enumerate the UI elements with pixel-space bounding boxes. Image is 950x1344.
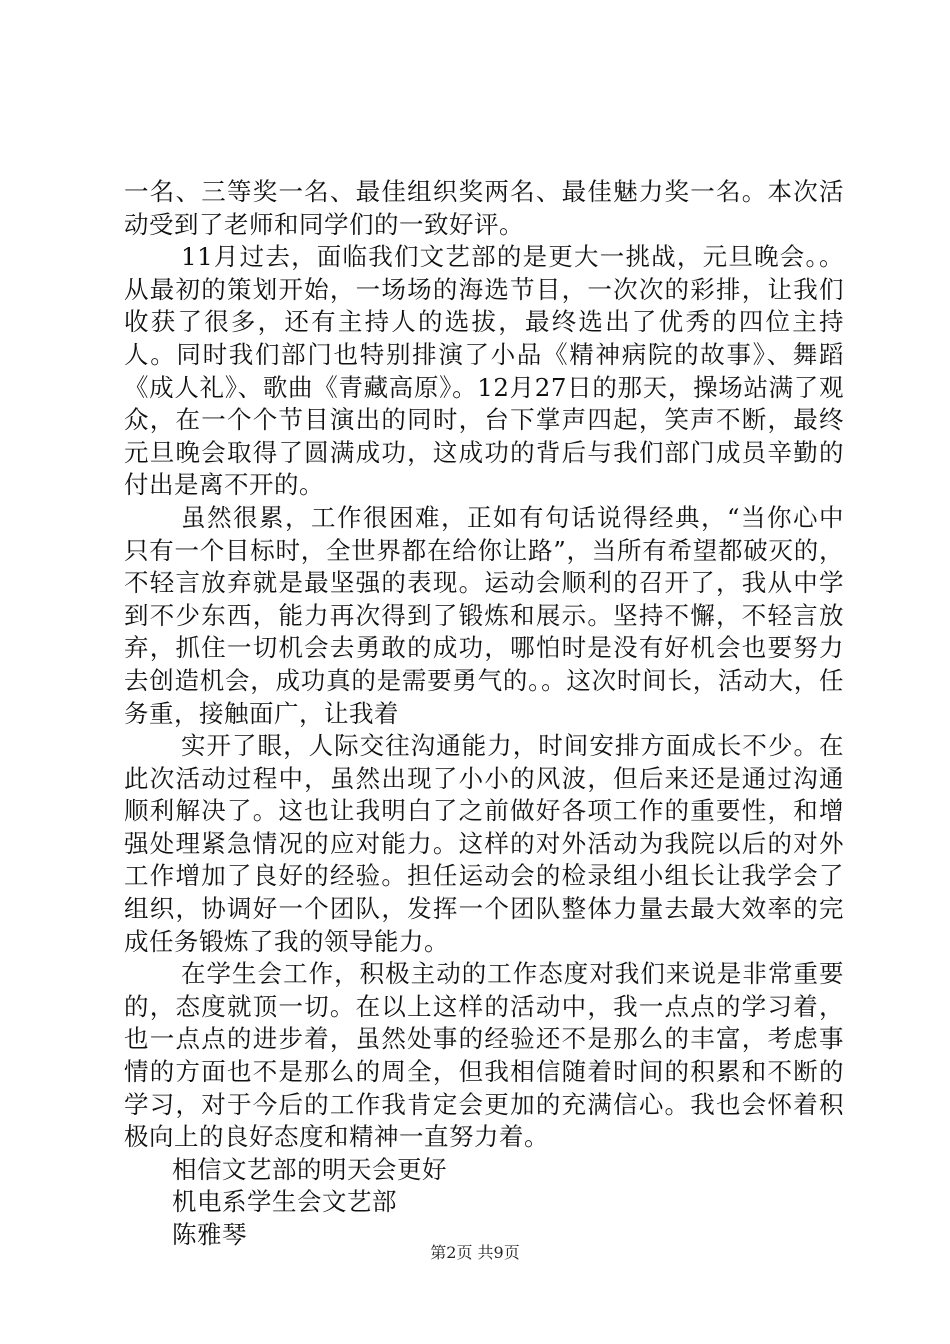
- closing-slogan: 相信文艺部的明天会更好: [172, 1154, 447, 1184]
- paragraph-5: 在学生会工作，积极主动的工作态度对我们来说是非常重要的，态度就顶一切。在以上这样的活动中，我一点点的学习着，也一点点的进步着，虽然处事的经验还不是那么的丰富，考虑事情的方面也不是那么的周全，但我相信随着时间的积累和不断的学习，对于今后的工作我肯定会更加的充满信心。我也会怀着积极向上的良好态度和精神一直努力着。: [124, 959, 844, 1152]
- paragraph-1: 一名、三等奖一名、最佳组织奖两名、最佳魅力奖一名。本次活动受到了老师和同学们的一致好评。: [124, 177, 844, 239]
- closing-author: 陈雅琴: [172, 1220, 247, 1249]
- closing-department: 机电系学生会文艺部: [172, 1187, 397, 1217]
- paragraph-3: 虽然很累，工作很困难，正如有句话说得经典，“当你心中只有一个目标时，全世界都在给你让路”，当所有希望都破灭的，不轻言放弃就是最坚强的表现。运动会顺利的召开了，我从中学到不少东西，能力再次得到了锻炼和展示。坚持不懈，不轻言放弃，抓住一切机会去勇敢的成功，哪怕时是没有好机会也要努力去创造机会，成功真的是需要勇气的。。这次时间长，活动大，任务重，接触面广，让我着: [124, 502, 844, 728]
- paragraph-2: 11月过去，面临我们文艺部的是更大一挑战，元旦晚会。。从最初的策划开始，一场场的海选节目，一次次的彩排，让我们收获了很多，还有主持人的选拔，最终选出了优秀的四位主持人。同时我们部门也特别排演了小品《精神病院的故事》、舞蹈《成人礼》、歌曲《青藏高原》。12月27日的那天，操场站满了观众，在一个个节目演出的同时，台下掌声四起，笑声不断，最终元旦晚会取得了圆满成功，这成功的背后与我们部门成员辛勤的付出是离不开的。: [124, 242, 844, 500]
- page-footer: 第2页 共9页: [430, 1243, 520, 1262]
- document-body: [124, 176, 844, 1252]
- paragraph-4: 实开了眼，人际交往沟通能力，时间安排方面成长不少。在此次活动过程中，虽然出现了小小的风波，但后来还是通过沟通顺利解决了。这也让我明白了之前做好各项工作的重要性，和增强处理紧急情况的应对能力。这样的对外活动为我院以后的对外工作增加了良好的经验。担任运动会的检录组小组长让我学会了组织，协调好一个团队，发挥一个团队整体力量去最大效率的完成任务锻炼了我的领导能力。: [124, 731, 844, 956]
